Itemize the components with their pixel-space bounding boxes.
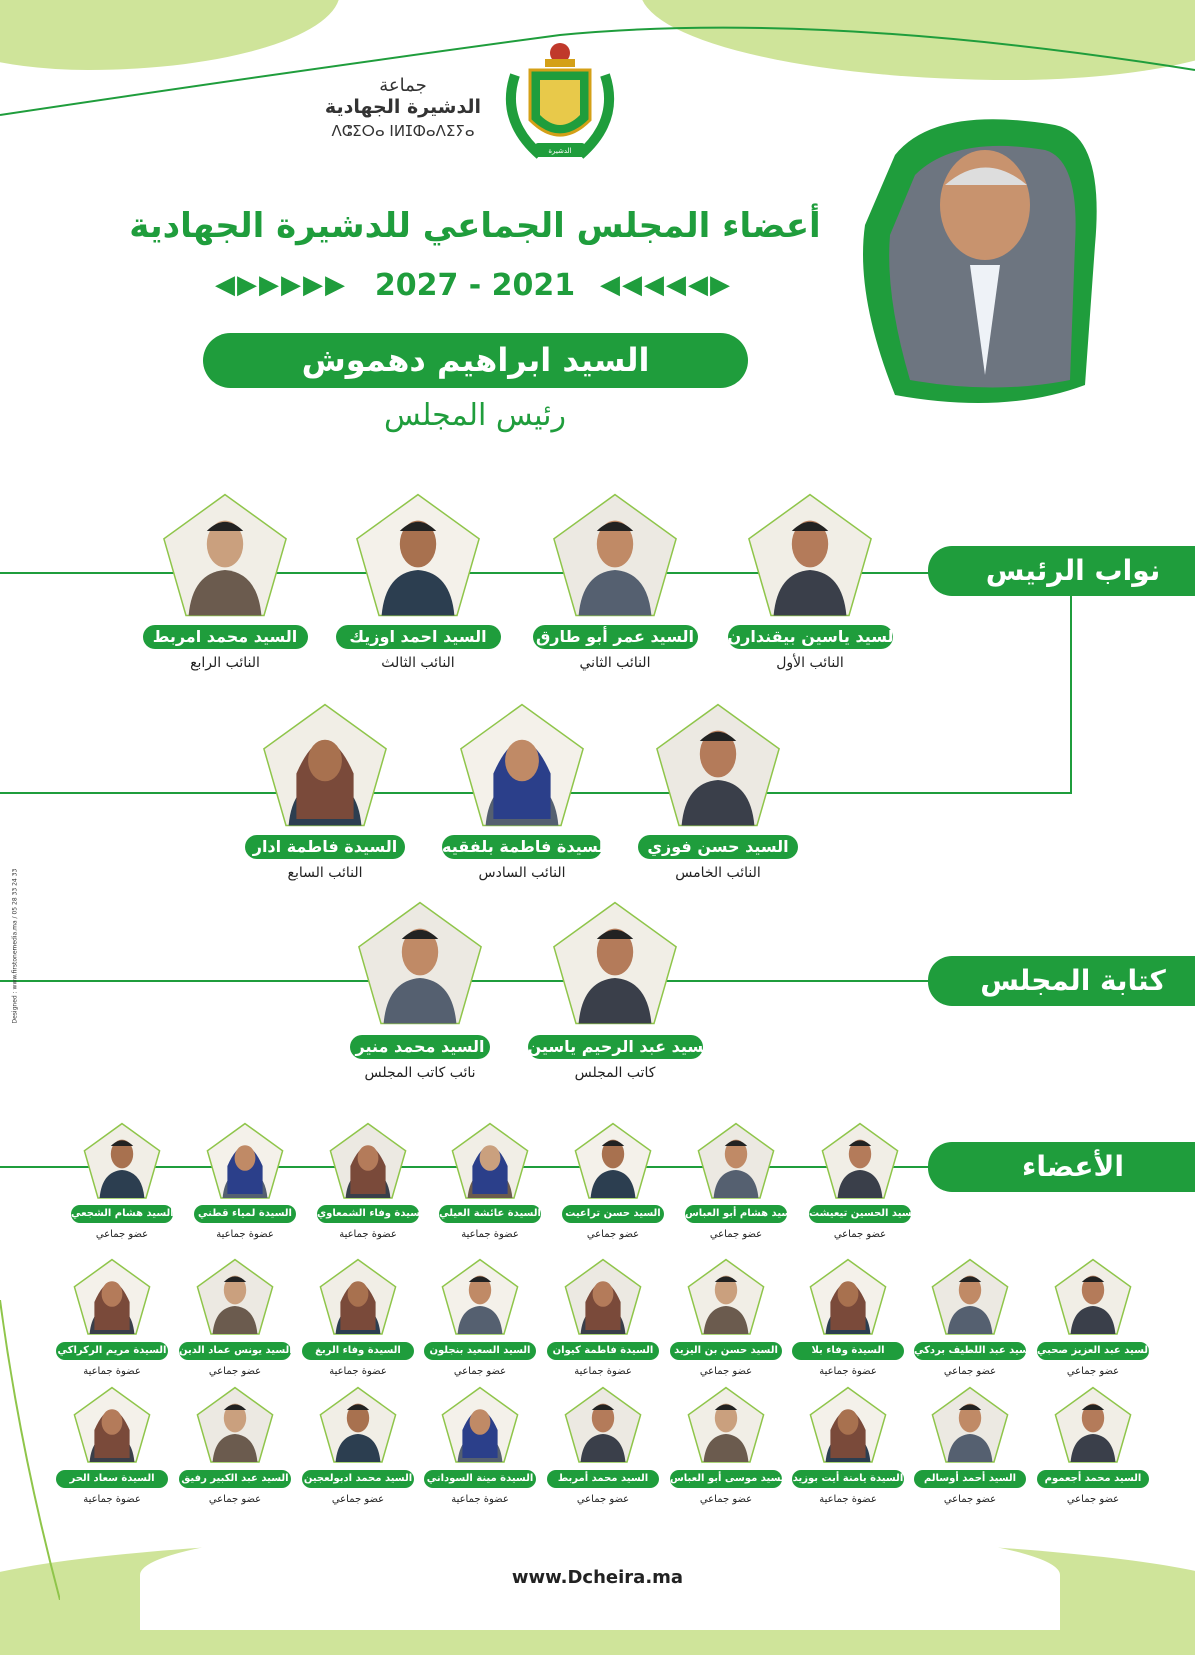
members_row3-name: السيد محمد أمربط [547,1470,659,1488]
members_row1-photo [450,1122,530,1202]
members_row2-photo [318,1258,398,1338]
members_row3-photo [1053,1386,1133,1466]
members_row1-photo [328,1122,408,1202]
members_row2-photo [440,1258,520,1338]
members_row3-name: السيد محمد أجعموم [1037,1470,1149,1488]
vice_presidents-name: السيد عمر أبو طارق [533,625,698,649]
members_row3-role: عضوة جماعية [451,1494,509,1505]
members_row1-name: السيدة لمياء قطني [194,1205,296,1223]
members_row1-name: السيد هشام الشجعي [71,1205,173,1223]
members_row3-name: السيد أحمد أوسالم [914,1470,1026,1488]
members_row1-photo [820,1122,900,1202]
members_row1-photo [696,1122,776,1202]
members_row2-photo [195,1258,275,1338]
members_row2-photo [686,1258,766,1338]
vice_presidents-photo [457,702,587,832]
vice_presidents-role: النائب السابع [287,865,363,881]
members_row2-photo [930,1258,1010,1338]
members_row3-role: عضو جماعي [208,1494,262,1505]
members_row3-photo [686,1386,766,1466]
members_row2-photo [1053,1258,1133,1338]
members_row3-photo [563,1386,643,1466]
members_row3-name: السيد موسى أبو العباس [670,1470,782,1488]
president-name-banner: السيد ابراهيم دهموش [203,333,748,388]
vice_presidents-name: السيد احمد اوزيك [336,625,501,649]
members_row2-role: عضو جماعي [699,1366,753,1377]
municipality-emblem [495,35,625,165]
vice_presidents-photo [745,492,875,622]
members_row1-name: السيد حسن تراعيت [562,1205,664,1223]
members_row1-role: عضوة جماعية [216,1229,274,1240]
members_row1-role: عضو جماعي [833,1229,887,1240]
vice_presidents-role: النائب السادس [478,865,566,881]
vice_presidents-name: السيد محمد امربط [143,625,308,649]
members_row3-role: عضو جماعي [1066,1494,1120,1505]
members_row1-name: السيد الحسين تيعيشت [809,1205,911,1223]
members_row3-name: السيد محمد ادبولعجين [302,1470,414,1488]
members_row3-photo [72,1386,152,1466]
members_row3-role: عضوة جماعية [819,1494,877,1505]
members_row2-role: عضوة جماعية [574,1366,632,1377]
vice_presidents-photo [260,702,390,832]
vice_presidents-photo [160,492,290,622]
members_row2-role: عضو جماعي [1066,1366,1120,1377]
logo-text-top: جماعة [379,75,427,96]
vice_presidents-role: النائب الرابع [190,655,260,671]
secretaries-photo [550,900,680,1030]
logo-text-main: الدشيرة الجهادية [324,96,482,118]
members_row3-role: عضوة جماعية [83,1494,141,1505]
members_row1-role: عضو جماعي [95,1229,149,1240]
members_row1-name: السيدة عائشة العيلي [439,1205,541,1223]
logo-text-tifinagh: ⴷⵛⵉⵔⴰ ⵏⵍⵊⵀⴰⴷⵉⵢⴰ [331,122,475,140]
members_row2-role: عضو جماعي [943,1366,997,1377]
footer-url[interactable]: www.Dcheira.ma [511,1567,684,1588]
members_row1-role: عضو جماعي [586,1229,640,1240]
members_row2-photo [808,1258,888,1338]
members_row3-role: عضو جماعي [576,1494,630,1505]
svg-text:الدشيرة: الدشيرة [548,147,572,155]
page-title: أعضاء المجلس الجماعي للدشيرة الجهادية [129,206,821,246]
members_row3-photo [318,1386,398,1466]
members_row2-name: السيد يونس عماد الدين [179,1342,291,1360]
members_row1-photo [205,1122,285,1202]
members_row2-name: السيد السعيد بنجلون [424,1342,536,1360]
vice_presidents-name: السيدة فاطمة بلفقيه [442,835,602,859]
vice_presidents-role: النائب الثاني [579,655,651,671]
members_row1-photo [573,1122,653,1202]
members_row3-name: السيدة يامنة أيت بوزيد [792,1470,904,1488]
members_row2-role: عضوة جماعية [819,1366,877,1377]
members_row1-role: عضو جماعي [709,1229,763,1240]
section-vice-label: نواب الرئيس [928,546,1195,596]
section-members-label: الأعضاء [928,1142,1195,1192]
members_row1-name: السيد هشام أبو العباس [685,1205,787,1223]
members_row3-name: السيدة مينة السوداني [424,1470,536,1488]
members_row1-role: عضوة جماعية [339,1229,397,1240]
members_row1-photo [82,1122,162,1202]
secretaries-role: نائب كاتب المجلس [364,1065,476,1081]
members_row3-role: عضو جماعي [331,1494,385,1505]
vice_presidents-photo [653,702,783,832]
left-curve-line [0,1300,60,1600]
members_row2-name: السيد عبد اللطيف بردكي [914,1342,1026,1360]
vice_presidents-role: النائب الأول [776,655,844,671]
term-years: 2027 - 2021 [374,268,576,303]
members_row1-name: السيدة وفاء الشمعاوي [317,1205,419,1223]
members_row2-role: عضو جماعي [453,1366,507,1377]
vice_presidents-photo [353,492,483,622]
members_row2-role: عضوة جماعية [329,1366,387,1377]
members_row2-photo [72,1258,152,1338]
secretaries-name: السيد عبد الرحيم ياسين [528,1035,703,1059]
logo-text [318,75,488,140]
vice_presidents-role: النائب الثالث [381,655,455,671]
president-photo [855,95,1100,405]
members_row2-name: السيد حسن بن اليزيد [670,1342,782,1360]
members_row2-name: السيدة فاطمة كيوان [547,1342,659,1360]
vice_presidents-role: النائب الخامس [675,865,761,881]
secretaries-name: السيد محمد منير [350,1035,490,1059]
president-role: رئيس المجلس [383,398,567,433]
members_row3-photo [195,1386,275,1466]
members_row1-role: عضوة جماعية [461,1229,519,1240]
members_row3-photo [808,1386,888,1466]
vice_presidents-name: السيد حسن فوزي [638,835,798,859]
members_row3-photo [930,1386,1010,1466]
members_row3-role: عضو جماعي [699,1494,753,1505]
vice-connector-vertical [1070,590,1072,793]
arrows-right: ◀◀◀◀◀▶ [600,270,732,300]
arrows-left: ◀▶▶▶▶▶ [215,270,347,300]
section-secretary-label: كتابة المجلس [928,956,1195,1006]
secretaries-photo [355,900,485,1030]
members_row2-role: عضو جماعي [208,1366,262,1377]
members_row3-role: عضو جماعي [943,1494,997,1505]
members_row2-name: السيدة مريم الركراكي [56,1342,168,1360]
secretaries-role: كاتب المجلس [574,1065,656,1081]
members_row3-name: السيدة سعاد الحر [56,1470,168,1488]
members_row3-photo [440,1386,520,1466]
side-credit: Designed : www.firstonemedia.ma / 05 28 33 24 33 [11,868,19,1024]
members_row2-name: السيدة وفاء الربغ [302,1342,414,1360]
members_row2-name: السيدة وفاء بلا [792,1342,904,1360]
members_row2-photo [563,1258,643,1338]
members_row2-role: عضوة جماعية [83,1366,141,1377]
vice_presidents-name: السيد ياسين بيقندارن [728,625,893,649]
vice_presidents-name: السيدة فاطمة ادار [245,835,405,859]
members_row2-name: السيد عبد العزيز صحبي [1037,1342,1149,1360]
vice_presidents-photo [550,492,680,622]
members_row3-name: السيد عبد الكبير رفيق [179,1470,291,1488]
